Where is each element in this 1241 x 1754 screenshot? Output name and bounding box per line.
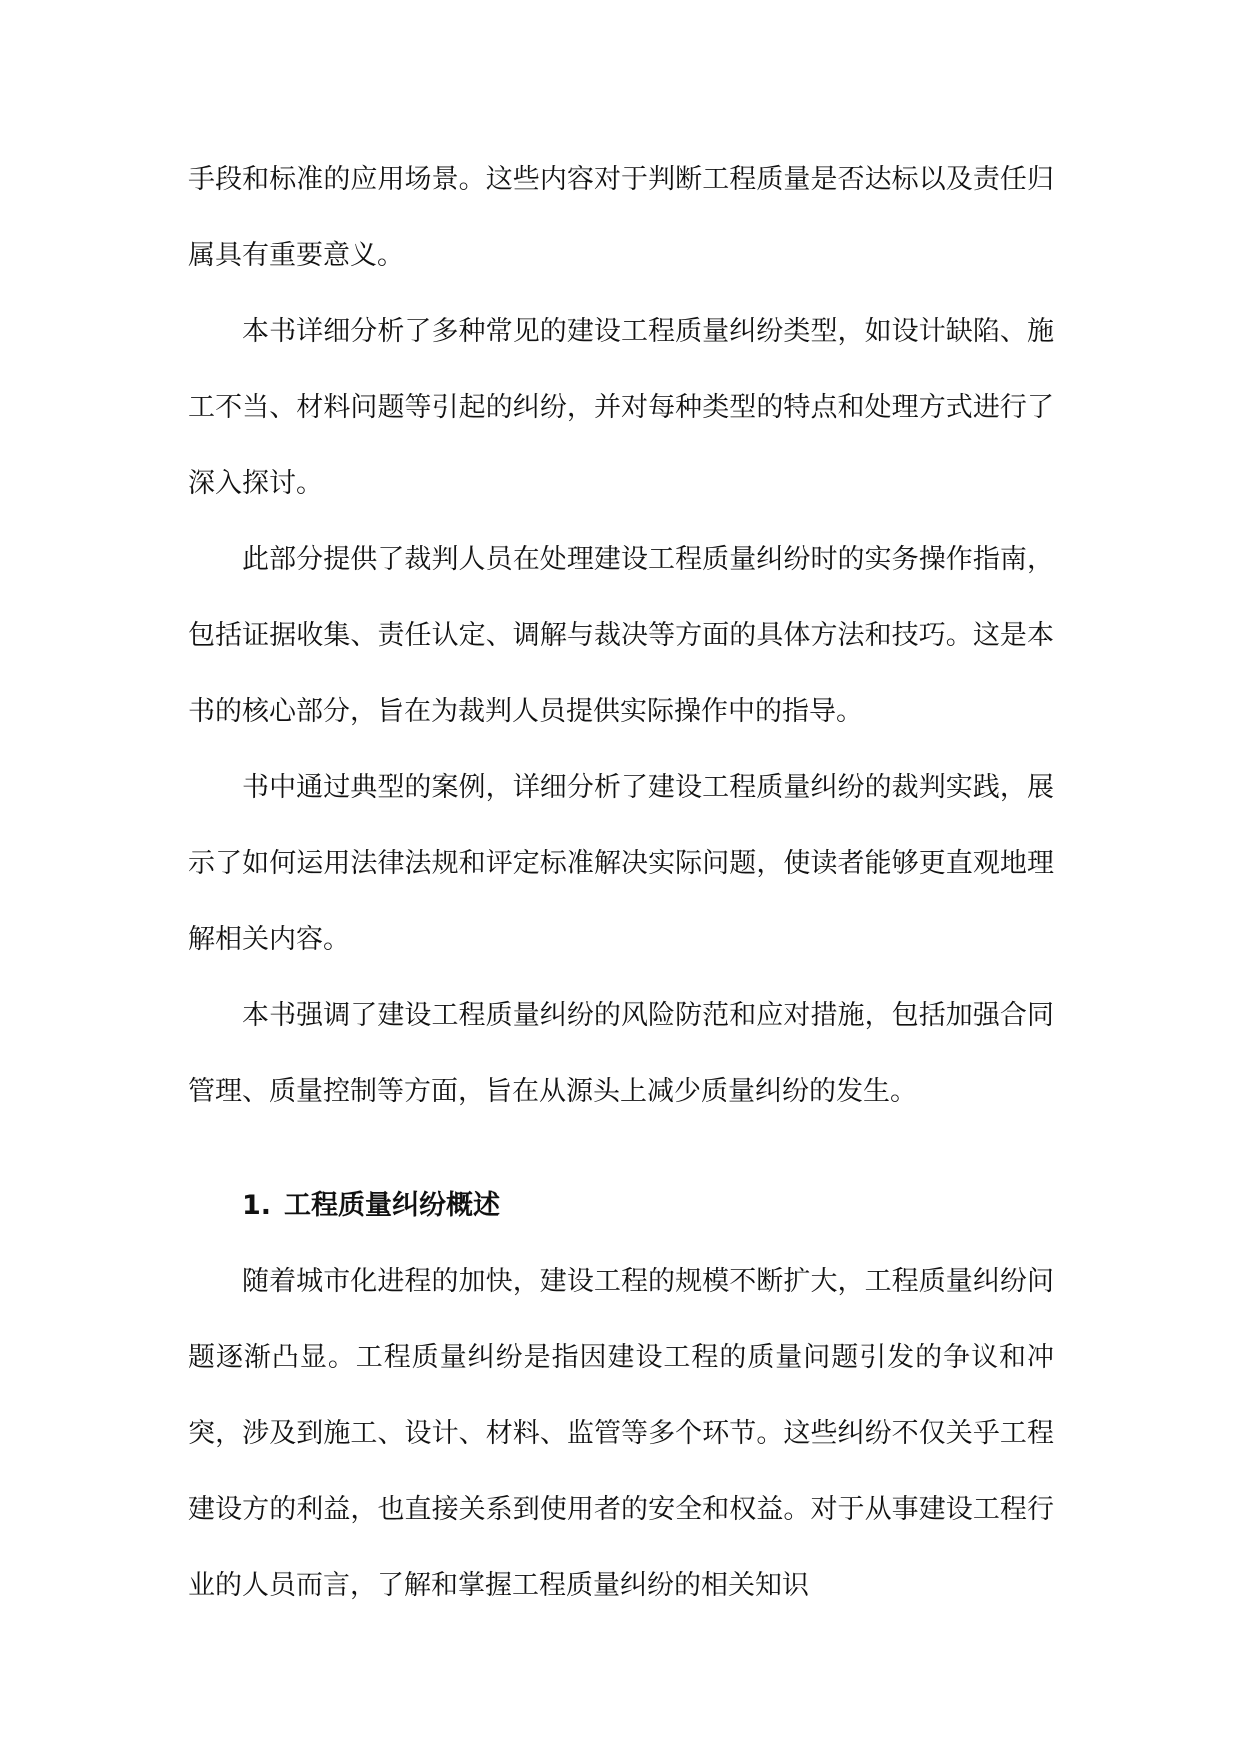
paragraph-overview: 随着城市化进程的加快，建设工程的规模不断扩大，工程质量纠纷问题逐渐凸显。工程质量纠纷是指因建设工程的质量问题引发的争议和冲突，涉及到施工、设计、材料、监管等多个环节。这些纠纷不仅关乎工程建设方的利益，也直接关系到使用者的安全和权益。对于从事建设工程行业的人员而言，了解和掌握工程质量纠纷的相关知识 [188,1266,1054,1601]
section-heading [188,1168,1054,1244]
section-title: 工程质量纠纷概述 [284,1190,500,1221]
paragraph-dispute-types: 本书详细分析了多种常见的建设工程质量纠纷类型，如设计缺陷、施工不当、材料问题等引起的纠纷，并对每种类型的特点和处理方式进行了深入探讨。 [188,316,1054,499]
paragraph-case-analysis: 书中通过典型的案例，详细分析了建设工程质量纠纷的裁判实践，展示了如何运用法律法规和评定标准解决实际问题，使读者能够更直观地理解相关内容。 [188,772,1054,955]
paragraph-continuation: 手段和标准的应用场景。这些内容对于判断工程质量是否达标以及责任归属具有重要意义。 [188,164,1054,271]
paragraph-risk-prevention: 本书强调了建设工程质量纠纷的风险防范和应对措施，包括加强合同管理、质量控制等方面，旨在从源头上减少质量纠纷的发生。 [188,1000,1054,1107]
section-number: 1. [242,1190,272,1221]
document-body [188,142,1054,1624]
paragraph-practice-guide: 此部分提供了裁判人员在处理建设工程质量纠纷时的实务操作指南，包括证据收集、责任认定、调解与裁决等方面的具体方法和技巧。这是本书的核心部分，旨在为裁判人员提供实际操作中的指导。 [188,544,1054,727]
